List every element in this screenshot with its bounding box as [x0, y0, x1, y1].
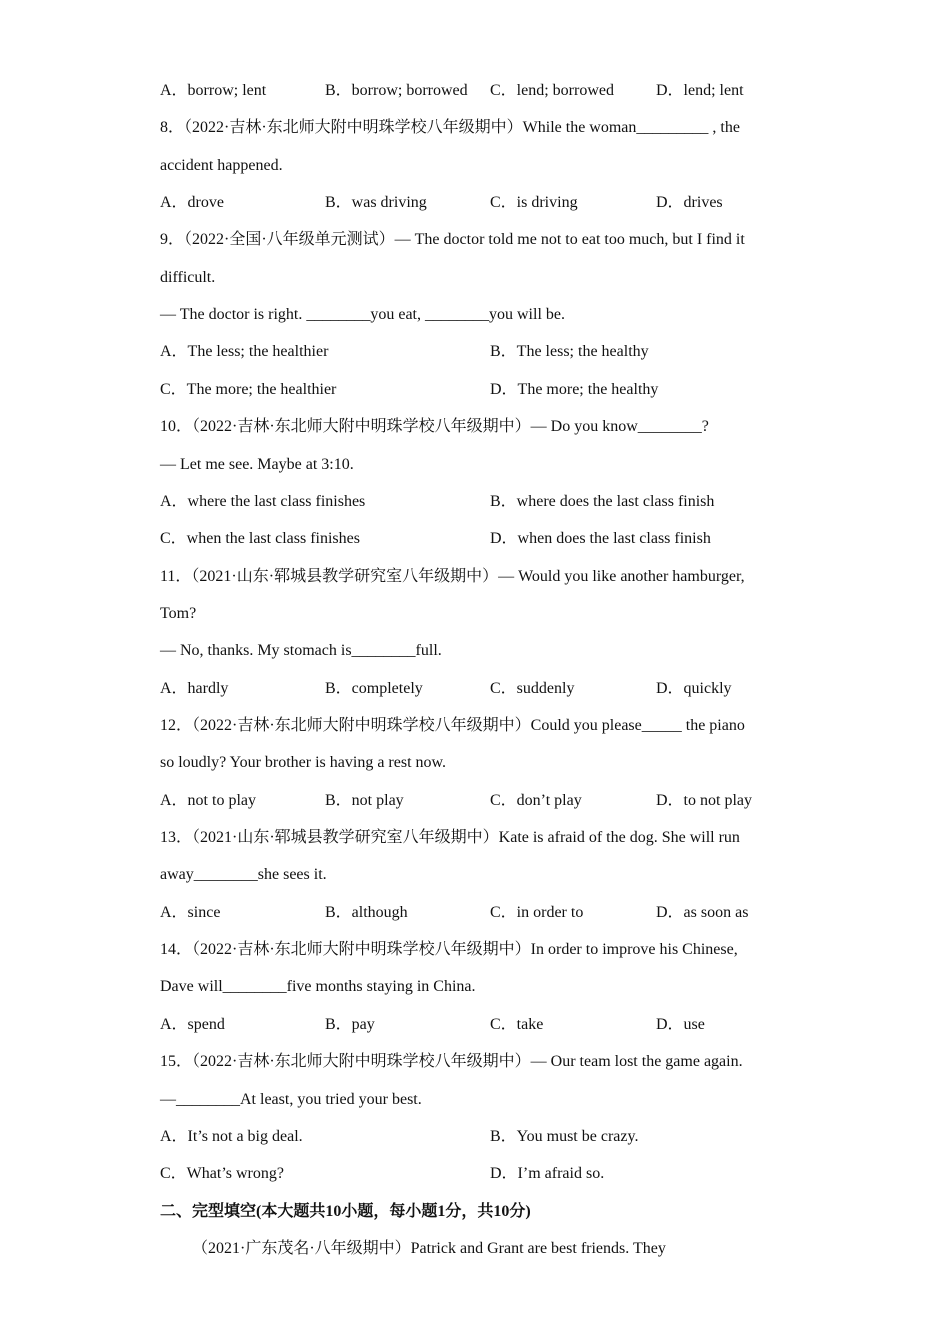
answer-option: A．not to play — [160, 791, 256, 809]
question-text-line: — No, thanks. My stomach is________full. — [160, 642, 442, 660]
answer-option: D．quickly — [656, 679, 732, 697]
question-text-line: 15．（2022·吉林·东北师大附中明珠学校八年级期中）— Our team lost the game again. — [160, 1053, 743, 1071]
answer-option: C．in order to — [490, 903, 584, 921]
answer-options-row — [160, 1125, 800, 1149]
answer-options-row — [160, 191, 800, 215]
answer-option: B．was driving — [325, 194, 427, 212]
question-text-line: 13．（2021·山东·郓城县教学研究室八年级期中）Kate is afraid of the dog. She will run — [160, 829, 740, 846]
answer-option: D．The more; the healthy — [490, 380, 659, 398]
answer-option: B．The less; the healthy — [490, 343, 649, 361]
question-text-line: Dave will________five months staying in China. — [160, 978, 476, 996]
question-text-line: accident happened. — [160, 156, 283, 174]
question-text-line: 8．（2022·吉林·东北师大附中明珠学校八年级期中）While the woman_________ , the — [160, 119, 740, 137]
answer-option: A．drove — [160, 194, 224, 212]
answer-option: A．since — [160, 903, 221, 921]
answer-options-row — [160, 1162, 800, 1186]
answer-option: A．where the last class finishes — [160, 492, 366, 510]
answer-option: A．spend — [160, 1015, 225, 1033]
answer-option: A．borrow; lent — [160, 82, 267, 99]
question-text-line: Tom? — [160, 604, 197, 622]
answer-option: B．pay — [325, 1015, 375, 1033]
question-text-line: — Let me see. Maybe at 3:10. — [160, 455, 354, 473]
answer-option: D．to not play — [656, 791, 752, 809]
answer-option: B．borrow; borrowed — [325, 82, 468, 99]
answer-option: B．not play — [325, 791, 404, 809]
answer-option: D．drives — [656, 194, 723, 212]
answer-option: D．when does the last class finish — [490, 530, 711, 548]
question-text-line: 10．（2022·吉林·东北师大附中明珠学校八年级期中）— Do you know________? — [160, 418, 709, 436]
answer-option: B．You must be crazy. — [490, 1127, 639, 1145]
answer-option: D．I’m afraid so. — [490, 1165, 605, 1183]
answer-options-row — [160, 340, 800, 364]
answer-option: C．take — [490, 1015, 544, 1033]
answer-option: B．although — [325, 903, 408, 921]
answer-option: B．completely — [325, 679, 423, 697]
answer-option: C．suddenly — [490, 679, 575, 697]
answer-options-row — [160, 378, 800, 402]
answer-option: B．where does the last class finish — [490, 492, 715, 510]
question-text-line: away________she sees it. — [160, 866, 327, 884]
answer-options-row — [160, 79, 800, 103]
question-text-line: 14．（2022·吉林·东北师大附中明珠学校八年级期中）In order to improve his Chinese, — [160, 941, 738, 959]
answer-option: A．It’s not a big deal. — [160, 1127, 303, 1145]
answer-option: C．What’s wrong? — [160, 1165, 284, 1183]
question-text-line: so loudly? Your brother is having a rest now. — [160, 754, 447, 772]
section-heading: 二、完型填空(本大题共10小题，每小题1分，共10分) — [160, 1202, 531, 1220]
answer-option: C．when the last class finishes — [160, 530, 360, 548]
question-text-line: 12．（2022·吉林·东北师大附中明珠学校八年级期中）Could you please_____ the piano — [160, 717, 745, 734]
answer-option: C．lend; borrowed — [490, 82, 614, 99]
question-text-line: —________At least, you tried your best. — [160, 1090, 422, 1108]
answer-options-row — [160, 1013, 800, 1037]
answer-option: D．as soon as — [656, 903, 749, 921]
question-text-line: （2021·广东茂名·八年级期中）Patrick and Grant are best friends. They — [192, 1239, 666, 1257]
answer-option: A．The less; the healthier — [160, 343, 329, 361]
answer-option: C．is driving — [490, 194, 578, 212]
answer-options-row — [160, 527, 800, 551]
answer-options-row — [160, 901, 800, 925]
question-text-line: difficult. — [160, 268, 216, 286]
answer-option: D．use — [656, 1015, 705, 1033]
question-text-line: 9．（2022·全国·八年级单元测试）— The doctor told me not to eat too much, but I find it — [160, 231, 745, 249]
answer-options-row — [160, 789, 800, 813]
answer-option: C．The more; the healthier — [160, 380, 337, 398]
answer-options-row — [160, 490, 800, 514]
answer-option: A．hardly — [160, 679, 229, 697]
question-text-line: — The doctor is right. ________you eat, ________you will be. — [160, 306, 565, 324]
answer-options-row — [160, 677, 800, 701]
answer-option: D．lend; lent — [656, 82, 744, 99]
question-text-line: 11．（2021·山东·郓城县教学研究室八年级期中）— Would you like another hamburger, — [160, 567, 745, 585]
answer-option: C．don’t play — [490, 791, 582, 809]
